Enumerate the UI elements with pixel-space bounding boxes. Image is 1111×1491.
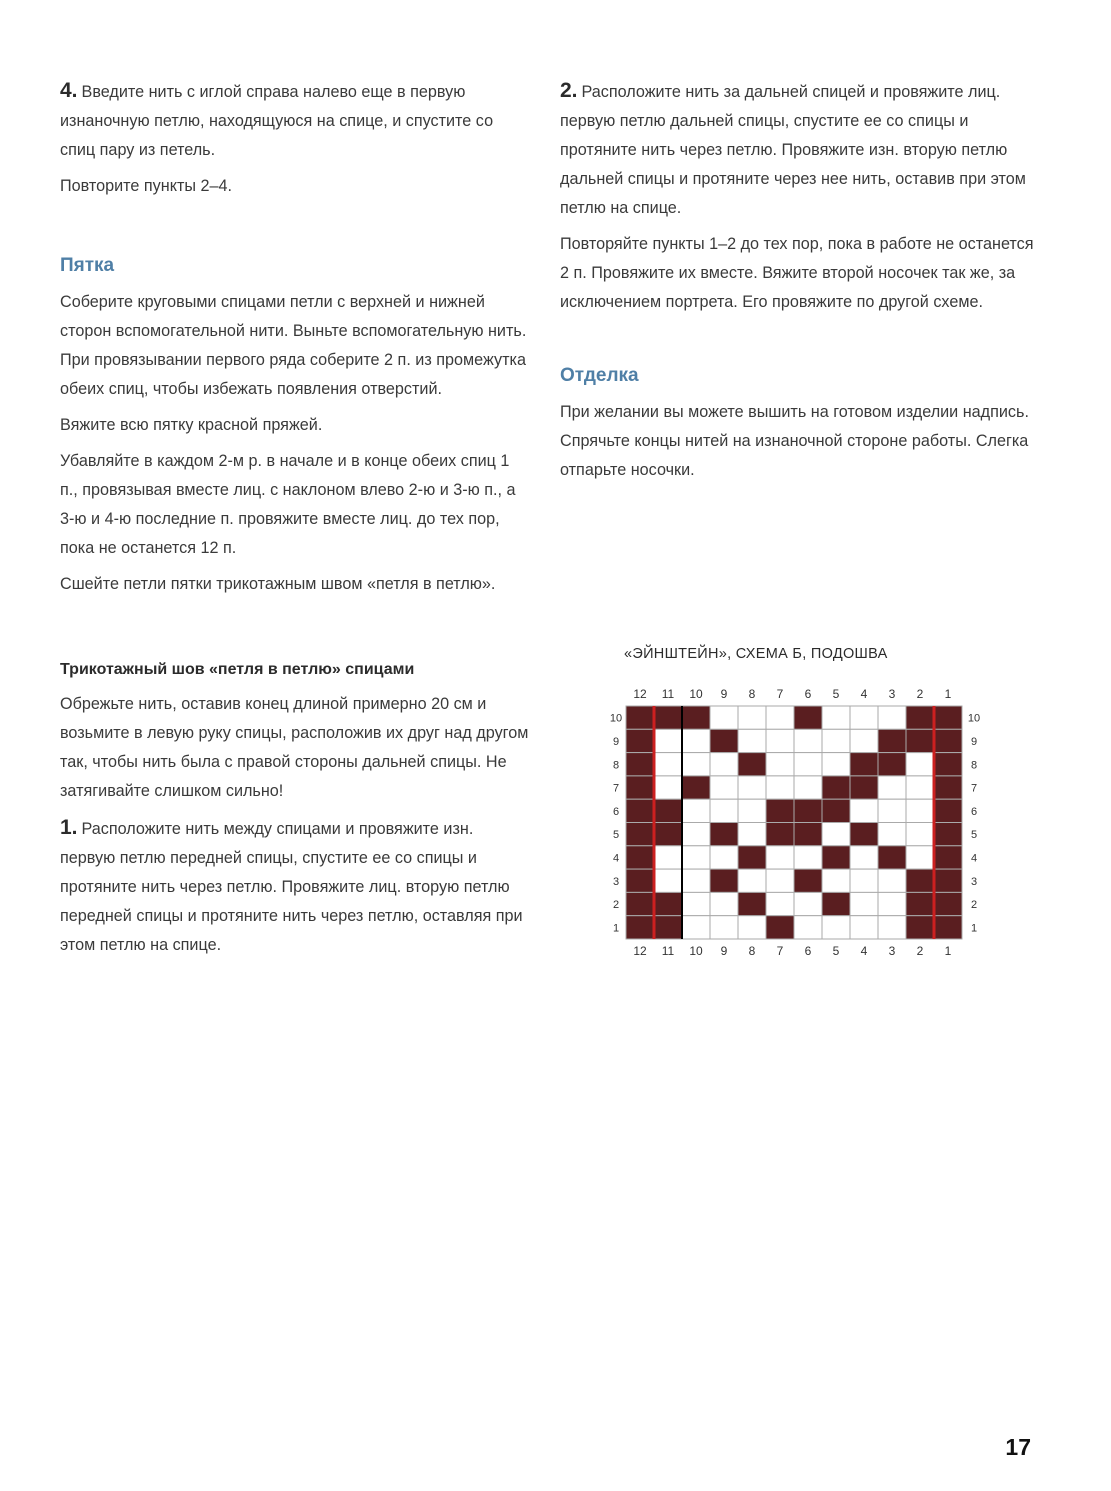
chart-col-label-top: 1 bbox=[944, 687, 952, 701]
chart-col-label-bottom: 10 bbox=[689, 944, 703, 958]
left-column bbox=[60, 76, 530, 967]
chart-cell bbox=[710, 846, 738, 869]
chart-cell bbox=[906, 753, 934, 776]
chart-cell bbox=[682, 846, 710, 869]
chart-cell bbox=[654, 823, 682, 846]
step-4-number: 4. bbox=[60, 79, 78, 102]
chart-cell bbox=[906, 729, 934, 752]
chart-cell bbox=[878, 753, 906, 776]
chart-col-label-top: 3 bbox=[888, 687, 896, 701]
chart-col-label-bottom: 7 bbox=[776, 944, 784, 958]
chart-cell bbox=[682, 776, 710, 799]
chart-cell bbox=[850, 799, 878, 822]
step-1 bbox=[60, 813, 530, 960]
chart-cell bbox=[766, 892, 794, 915]
step-4-text: Введите нить с иглой справа налево еще в первую изнаночную петлю, находящуюся на спице, и спустите со спиц пару из петель. bbox=[60, 83, 494, 159]
chart-cell bbox=[738, 753, 766, 776]
chart-cell bbox=[822, 846, 850, 869]
chart-cell bbox=[626, 916, 654, 939]
chart-cell bbox=[794, 892, 822, 915]
chart-cell bbox=[654, 776, 682, 799]
chart-cell bbox=[878, 823, 906, 846]
chart-row-label-right: 1 bbox=[970, 922, 978, 935]
chart-cell bbox=[626, 869, 654, 892]
chart-cell bbox=[850, 869, 878, 892]
chart-cell bbox=[822, 823, 850, 846]
chart-cell bbox=[766, 706, 794, 729]
chart-cell bbox=[766, 753, 794, 776]
chart-cell bbox=[626, 753, 654, 776]
chart-col-label-bottom: 11 bbox=[661, 944, 675, 958]
chart-cell bbox=[794, 799, 822, 822]
chart-cell bbox=[682, 706, 710, 729]
chart-cell bbox=[654, 916, 682, 939]
chart-cell bbox=[794, 823, 822, 846]
chart-cell bbox=[710, 753, 738, 776]
chart-row-label-left: 6 bbox=[612, 805, 620, 818]
chart-cell bbox=[626, 892, 654, 915]
heel-paragraph-4: Сшейте петли пятки трикотажным швом «петля в петлю». bbox=[60, 575, 496, 593]
chart-cell bbox=[654, 892, 682, 915]
chart-cell bbox=[710, 892, 738, 915]
chart-col-label-top: 9 bbox=[720, 687, 728, 701]
chart-cell bbox=[738, 869, 766, 892]
chart-cell bbox=[710, 869, 738, 892]
chart-cell bbox=[794, 776, 822, 799]
chart-cell bbox=[934, 869, 962, 892]
chart-cell bbox=[710, 776, 738, 799]
chart-cell bbox=[766, 916, 794, 939]
chart-cell bbox=[738, 892, 766, 915]
chart-cell bbox=[766, 823, 794, 846]
chart-cell bbox=[794, 753, 822, 776]
chart-cell bbox=[654, 869, 682, 892]
chart-cell bbox=[766, 799, 794, 822]
chart-cell bbox=[934, 892, 962, 915]
chart-cell bbox=[822, 729, 850, 752]
chart-cell bbox=[682, 823, 710, 846]
chart-cell bbox=[850, 892, 878, 915]
chart-cell bbox=[906, 799, 934, 822]
chart-cell bbox=[934, 916, 962, 939]
chart-cell bbox=[878, 706, 906, 729]
chart-row-label-left: 7 bbox=[612, 782, 620, 795]
chart-cell bbox=[850, 706, 878, 729]
step-1-number: 1. bbox=[60, 816, 78, 839]
chart-cell bbox=[822, 799, 850, 822]
chart-cell bbox=[682, 916, 710, 939]
chart-cell bbox=[710, 916, 738, 939]
chart-title: «ЭЙНШТЕЙН», СХЕМА Б, ПОДОШВА bbox=[624, 646, 888, 662]
step-1-text: Расположите нить между спицами и провяжите изн. первую петлю передней спицы, спустите ее со спицы и протяните нить через петлю. Провяжите лиц. вторую петлю передней спицы и протяните нить через петлю, оставляя при этом петлю на спице. bbox=[60, 820, 523, 954]
chart-cell bbox=[934, 799, 962, 822]
chart-cell bbox=[822, 706, 850, 729]
finish-heading: Отделка bbox=[560, 365, 639, 386]
seam-paragraph: Обрежьте нить, оставив конец длиной примерно 20 см и возьмите в левую руку спицы, расположив их друг над другом так, чтобы нить была с правой стороны дальней спицы. Не затягивайте слишком сильно! bbox=[60, 695, 529, 800]
chart-cell bbox=[934, 846, 962, 869]
chart-row-label-right: 5 bbox=[970, 829, 978, 842]
chart-cell bbox=[794, 706, 822, 729]
chart-grid bbox=[596, 676, 996, 966]
step-2-number: 2. bbox=[560, 79, 578, 102]
chart-cell bbox=[850, 916, 878, 939]
chart-cell bbox=[822, 753, 850, 776]
chart-row-label-left: 10 bbox=[609, 712, 623, 725]
heel-paragraph-3: Убавляйте в каждом 2-м р. в начале и в конце обеих спиц 1 п., провязывая вместе лиц. с наклоном влево 2-ю и 3-ю п., а 3-ю и 4-ю последние п. провяжите вместе лиц. до тех пор, пока не останется 12 п. bbox=[60, 452, 516, 557]
chart-cell bbox=[934, 753, 962, 776]
chart-cell bbox=[766, 846, 794, 869]
chart-row-label-right: 4 bbox=[970, 852, 978, 865]
chart-cell bbox=[906, 869, 934, 892]
chart-cell bbox=[906, 776, 934, 799]
chart-cell bbox=[738, 846, 766, 869]
finish-paragraph: При желании вы можете вышить на готовом изделии надпись. Спрячьте концы нитей на изнаночной стороне работы. Слегка отпарьте носочки. bbox=[560, 403, 1029, 479]
chart-cell bbox=[682, 799, 710, 822]
chart-row-label-left: 1 bbox=[612, 922, 620, 935]
chart-row-label-left: 2 bbox=[612, 899, 620, 912]
chart-cell bbox=[850, 776, 878, 799]
step-2-text: Расположите нить за дальней спицей и провяжите лиц. первую петлю дальней спицы, спустите ее со спицы и протяните нить через петлю. Провяжите изн. вторую петлю дальней спицы и протяните через нее нить, оставив при этом петлю на спице. bbox=[560, 83, 1026, 217]
chart-cell bbox=[906, 892, 934, 915]
knitting-chart bbox=[596, 646, 996, 966]
chart-cell bbox=[878, 776, 906, 799]
chart-row-label-right: 10 bbox=[967, 712, 981, 725]
chart-cell bbox=[626, 706, 654, 729]
repeat-note: Повторите пункты 2–4. bbox=[60, 177, 233, 195]
chart-col-label-bottom: 3 bbox=[888, 944, 896, 958]
chart-col-label-bottom: 5 bbox=[832, 944, 840, 958]
chart-col-label-top: 11 bbox=[661, 687, 675, 701]
chart-col-label-top: 5 bbox=[832, 687, 840, 701]
chart-cell bbox=[822, 892, 850, 915]
chart-col-label-top: 8 bbox=[748, 687, 756, 701]
chart-cell bbox=[626, 823, 654, 846]
chart-cell bbox=[738, 729, 766, 752]
chart-cell bbox=[878, 846, 906, 869]
chart-row-label-right: 7 bbox=[970, 782, 978, 795]
chart-row-label-left: 9 bbox=[612, 735, 620, 748]
chart-col-label-top: 2 bbox=[916, 687, 924, 701]
chart-cell bbox=[738, 916, 766, 939]
chart-cell bbox=[822, 916, 850, 939]
chart-cell bbox=[878, 916, 906, 939]
chart-cell bbox=[878, 892, 906, 915]
chart-cell bbox=[794, 916, 822, 939]
chart-cell bbox=[934, 823, 962, 846]
right-column bbox=[560, 76, 1040, 492]
chart-cell bbox=[934, 729, 962, 752]
chart-cell bbox=[794, 846, 822, 869]
chart-cell bbox=[682, 729, 710, 752]
chart-cell bbox=[626, 846, 654, 869]
chart-cell bbox=[710, 706, 738, 729]
chart-cell bbox=[878, 729, 906, 752]
heel-paragraph-2: Вяжите всю пятку красной пряжей. bbox=[60, 416, 323, 434]
chart-cell bbox=[934, 706, 962, 729]
chart-cell bbox=[654, 706, 682, 729]
chart-cell bbox=[850, 846, 878, 869]
chart-cell bbox=[850, 823, 878, 846]
chart-col-label-bottom: 12 bbox=[633, 944, 647, 958]
chart-cell bbox=[682, 753, 710, 776]
chart-cell bbox=[710, 823, 738, 846]
chart-cell bbox=[766, 729, 794, 752]
chart-cell bbox=[906, 706, 934, 729]
chart-col-label-bottom: 9 bbox=[720, 944, 728, 958]
chart-row-label-right: 8 bbox=[970, 759, 978, 772]
chart-cell bbox=[822, 776, 850, 799]
chart-cell bbox=[626, 799, 654, 822]
chart-cell bbox=[682, 869, 710, 892]
chart-cell bbox=[738, 823, 766, 846]
heel-paragraph-1: Соберите круговыми спицами петли с верхней и нижней сторон вспомогательной нити. Выньте вспомогательную нить. При провязывании первого ряда соберите 2 п. из промежутка обеих спиц, чтобы избежать появления отверстий. bbox=[60, 293, 527, 398]
chart-cell bbox=[738, 799, 766, 822]
chart-row-label-left: 5 bbox=[612, 829, 620, 842]
chart-cell bbox=[906, 916, 934, 939]
chart-cell bbox=[654, 846, 682, 869]
chart-col-label-bottom: 2 bbox=[916, 944, 924, 958]
chart-col-label-top: 4 bbox=[860, 687, 868, 701]
chart-cell bbox=[738, 706, 766, 729]
chart-cell bbox=[906, 846, 934, 869]
chart-cell bbox=[878, 799, 906, 822]
page-number: 17 bbox=[1005, 1434, 1031, 1460]
chart-cell bbox=[682, 892, 710, 915]
chart-col-label-top: 10 bbox=[689, 687, 703, 701]
chart-cell bbox=[710, 799, 738, 822]
chart-col-label-bottom: 4 bbox=[860, 944, 868, 958]
chart-row-label-right: 2 bbox=[970, 899, 978, 912]
step-2 bbox=[560, 76, 1040, 223]
chart-row-label-left: 4 bbox=[612, 852, 620, 865]
chart-cell bbox=[850, 753, 878, 776]
seam-heading: Трикотажный шов «петля в петлю» спицами bbox=[60, 661, 415, 678]
step-4 bbox=[60, 76, 530, 165]
chart-cell bbox=[906, 823, 934, 846]
chart-cell bbox=[822, 869, 850, 892]
chart-cell bbox=[710, 729, 738, 752]
chart-cell bbox=[794, 729, 822, 752]
chart-col-label-bottom: 1 bbox=[944, 944, 952, 958]
chart-row-label-right: 6 bbox=[970, 805, 978, 818]
chart-row-label-right: 9 bbox=[970, 735, 978, 748]
chart-cell bbox=[766, 869, 794, 892]
chart-cell bbox=[850, 729, 878, 752]
chart-row-label-left: 8 bbox=[612, 759, 620, 772]
chart-col-label-top: 7 bbox=[776, 687, 784, 701]
chart-row-label-right: 3 bbox=[970, 875, 978, 888]
chart-col-label-bottom: 8 bbox=[748, 944, 756, 958]
chart-cell bbox=[738, 776, 766, 799]
chart-cell bbox=[934, 776, 962, 799]
chart-col-label-bottom: 6 bbox=[804, 944, 812, 958]
chart-cell bbox=[766, 776, 794, 799]
chart-cell bbox=[626, 776, 654, 799]
repeat-paragraph: Повторяйте пункты 1–2 до тех пор, пока в работе не останется 2 п. Провяжите их вместе. Вяжите второй носочек так же, за исключением портрета. Его провяжите по другой схеме. bbox=[560, 235, 1034, 311]
chart-cell bbox=[878, 869, 906, 892]
chart-cell bbox=[654, 753, 682, 776]
chart-cell bbox=[654, 729, 682, 752]
chart-row-label-left: 3 bbox=[612, 875, 620, 888]
chart-col-label-top: 12 bbox=[633, 687, 647, 701]
heel-heading: Пятка bbox=[60, 255, 115, 276]
chart-cell bbox=[626, 729, 654, 752]
chart-col-label-top: 6 bbox=[804, 687, 812, 701]
chart-cell bbox=[654, 799, 682, 822]
chart-cell bbox=[794, 869, 822, 892]
